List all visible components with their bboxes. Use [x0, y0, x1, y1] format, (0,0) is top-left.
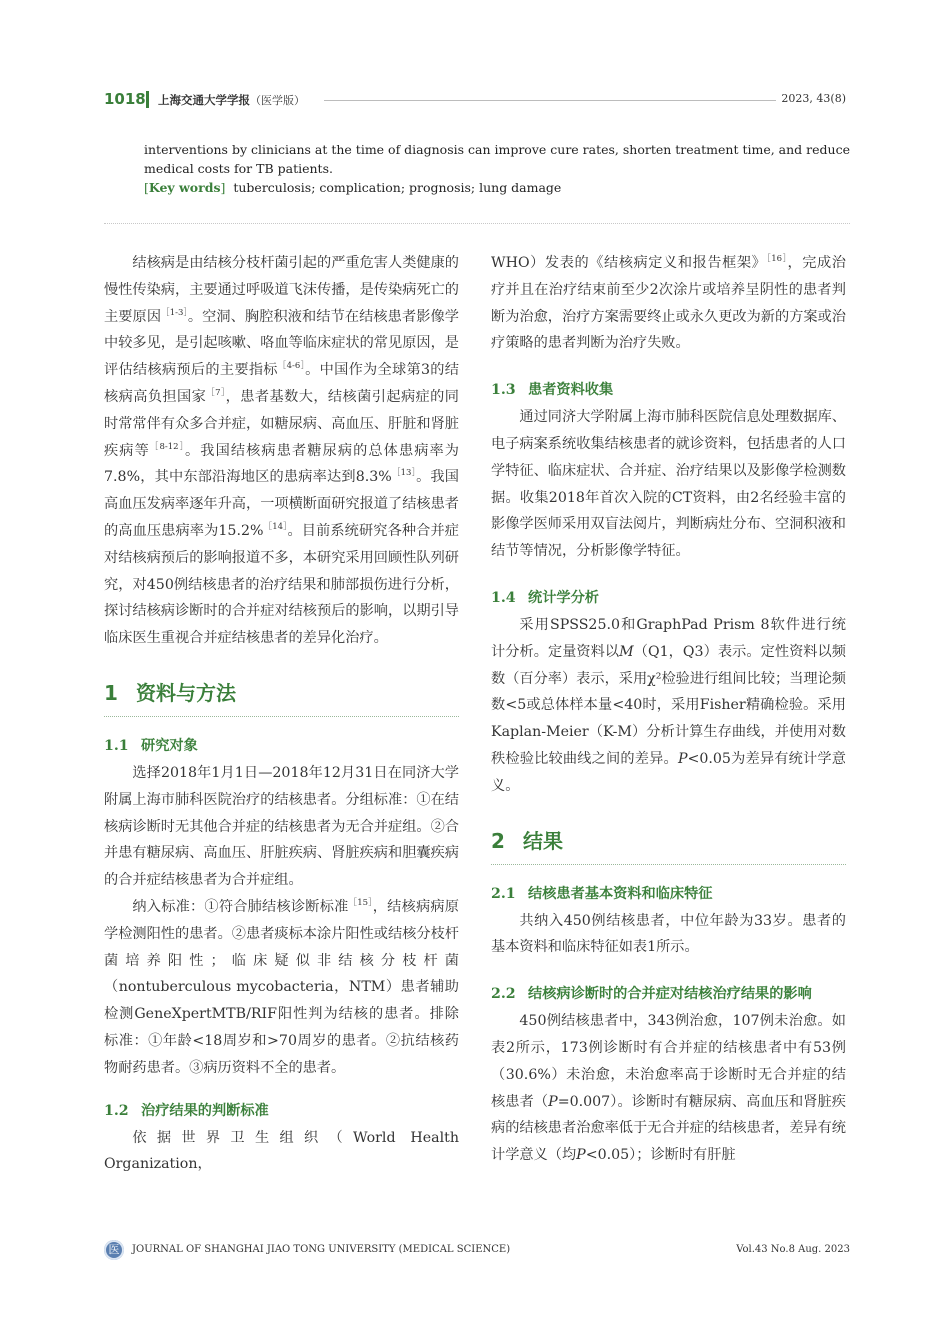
- abstract-tail: [144, 140, 850, 197]
- intro-paragraph: 结核病是由结核分枝杆菌引起的严重危害人类健康的慢性传染病，主要通过呼吸道飞沫传播，是传染病死亡的主要原因$^{[1-3]}$。空洞、胸腔积液和结节在结核患者影像学中较多见，是引起咳嗽、咯血等临床症状的常见原因，是评估结核病预后的主要指标$^{[4-6]}$。中国作为全球第3的结核病高负担国家$^{[7]}$，患者基数大，结核菌引起病症的同时常常伴有众多合并症，如糖尿病、高血压、肝脏和肾脏疾病等$^{[8-12]}$。我国结核病患者糖尿病的总体患病率为7.8%，其中东部沿海地区的患病率达到8.3%$^{[13]}$。我国高血压发病率逐年升高，一项横断面研究报道了结核患者的高血压患病率为15.2%$^{[14]}$。目前系统研究各种合并症对结核病预后的影响报道不多，本研究采用回顾性队列研究，对450例结核患者的治疗结果和肺部损伤进行分析，探讨结核病诊断时的合并症对结核预后的影响，以期引导临床医生重视合并症结核患者的差异化治疗。: [104, 255, 459, 647]
- paragraph: 选择2018年1月1日—2018年12月31日在同济大学附属上海市肺科医院治疗的结核患者。分组标准：①在结核病诊断时无其他合并症的结核患者为无合并症组。②合并患有糖尿病、高血压、肝脏疾病、肾脏疾病和胆囊疾病的合并症结核患者为合并症组。: [104, 764, 459, 889]
- citation: ［8-12］: [149, 441, 185, 452]
- paragraph: 依据世界卫生组织（World Health Organization，: [104, 1129, 459, 1173]
- paragraph: 450例结核患者中，343例治愈，107例未治愈。如表2所示，173例诊断时有合并症的结核患者中有53例（30.6%）未治愈，未治愈率高于诊断时无合并症的结核患者（P=0.007）。诊断时有糖尿病、高血压和肾脏疾病的结核患者治愈率低于无合并症的结核患者，差异有统计学意义（均P<0.05）；诊断时有肝脏: [491, 1013, 846, 1164]
- header-divider-bar: [146, 91, 149, 108]
- citation: ［7］: [206, 387, 226, 398]
- journal-logo-icon: 医: [104, 1240, 124, 1260]
- footer-issue: Vol.43 No.8 Aug. 2023: [736, 1244, 850, 1255]
- right-column: [491, 250, 846, 1169]
- paragraph: 共纳入450例结核患者，中位年龄为33岁。患者的基本资料和临床特征如表1所示。: [491, 912, 846, 956]
- citation: ［1-3］: [161, 307, 188, 318]
- paragraph: WHO）发表的《结核病定义和报告框架》$^{[16]}$，完成治疗并且在治疗结束前至少2次涂片或培养呈阴性的患者判断为治愈，治疗方案需要终止或永久更改为新的方案或治疗策略的患者判断为治疗失败。: [491, 254, 846, 352]
- subsection-heading-2-1: 2.1 结核患者基本资料和临床特征: [491, 885, 713, 902]
- citation: ［16］: [766, 254, 788, 264]
- subsection-heading-1-2: 1.2 治疗结果的判断标准: [104, 1102, 269, 1119]
- citation: ［4-6］: [277, 361, 306, 372]
- subsection-heading-2-2: 2.2 结核病诊断时的合并症对结核治疗结果的影响: [491, 986, 812, 1003]
- keywords-label: Key words: [148, 180, 221, 195]
- citation: ［13］: [391, 468, 417, 479]
- keywords-text: tuberculosis; complication; prognosis; lung damage: [233, 180, 562, 195]
- citation: ［14］: [263, 521, 288, 532]
- running-header: [104, 88, 846, 112]
- section-heading-1: 1 资料与方法: [104, 678, 459, 717]
- left-column: [104, 250, 459, 1178]
- keywords-line: [Key words] tuberculosis; complication; prognosis; lung damage: [144, 180, 562, 195]
- journal-name: [158, 92, 305, 108]
- volume-issue: 2023, 43(8): [781, 92, 846, 105]
- citation: ［15］: [348, 897, 373, 908]
- subsection-heading-1-3: 1.3 患者资料收集: [491, 382, 614, 399]
- header-rule: [324, 100, 776, 101]
- journal-edition: （医学版）: [250, 94, 305, 107]
- journal-name-text: 上海交通大学学报: [158, 93, 250, 107]
- journal-english-name: JOURNAL OF SHANGHAI JIAO TONG UNIVERSITY (MEDICAL SCIENCE): [132, 1244, 511, 1255]
- subsection-heading-1-1: 1.1 研究对象: [104, 737, 198, 754]
- paragraph: 采用SPSS25.0和GraphPad Prism 8软件进行统计分析。定量资料以M（Q1，Q3）表示。定性资料以频数（百分率）表示，采用χ²检验进行组间比较；当理论频数<5或总体样本量<40时，采用Fisher精确检验。采用Kaplan-Meier（K-M）分析计算生存曲线，并使用对数秩检验比较曲线之间的差异。P<0.05为差异有统计学意义。: [491, 616, 846, 794]
- subsection-heading-1-4: 1.4 统计学分析: [491, 589, 599, 606]
- paragraph: 纳入标准：①符合肺结核诊断标准$^{[15]}$，结核病病原学检测阳性的患者。②患者痰标本涂片阳性或结核分枝杆菌培养阳性；临床疑似非结核分枝杆菌（nontuberculous mycobacteria，NTM）患者辅助检测GeneXpertMTB/RIF阳性判为结核的患者。排除标准：①年龄<18周岁和>70周岁的患者。②抗结核药物耐药患者。③病历资料不全的患者。: [104, 897, 459, 1076]
- section-heading-2: 2 结果: [491, 826, 846, 865]
- abstract-divider: [104, 223, 850, 224]
- abstract-text: interventions by clinicians at the time of diagnosis can improve cure rates, shorten treatment time, and reduce medical costs for TB patients.: [144, 142, 850, 176]
- paragraph: 通过同济大学附属上海市肺科医院信息处理数据库、电子病案系统收集结核患者的就诊资料，包括患者的人口学特征、临床症状、合并症、治疗结果以及影像学检测数据。收集2018年首次入院的CT资料，由2名经验丰富的影像学医师采用双盲法阅片，判断病灶分布、空洞积液和结节等情况，分析影像学特征。: [491, 409, 846, 560]
- running-footer: [104, 1240, 850, 1264]
- page-number: 1018: [104, 90, 146, 108]
